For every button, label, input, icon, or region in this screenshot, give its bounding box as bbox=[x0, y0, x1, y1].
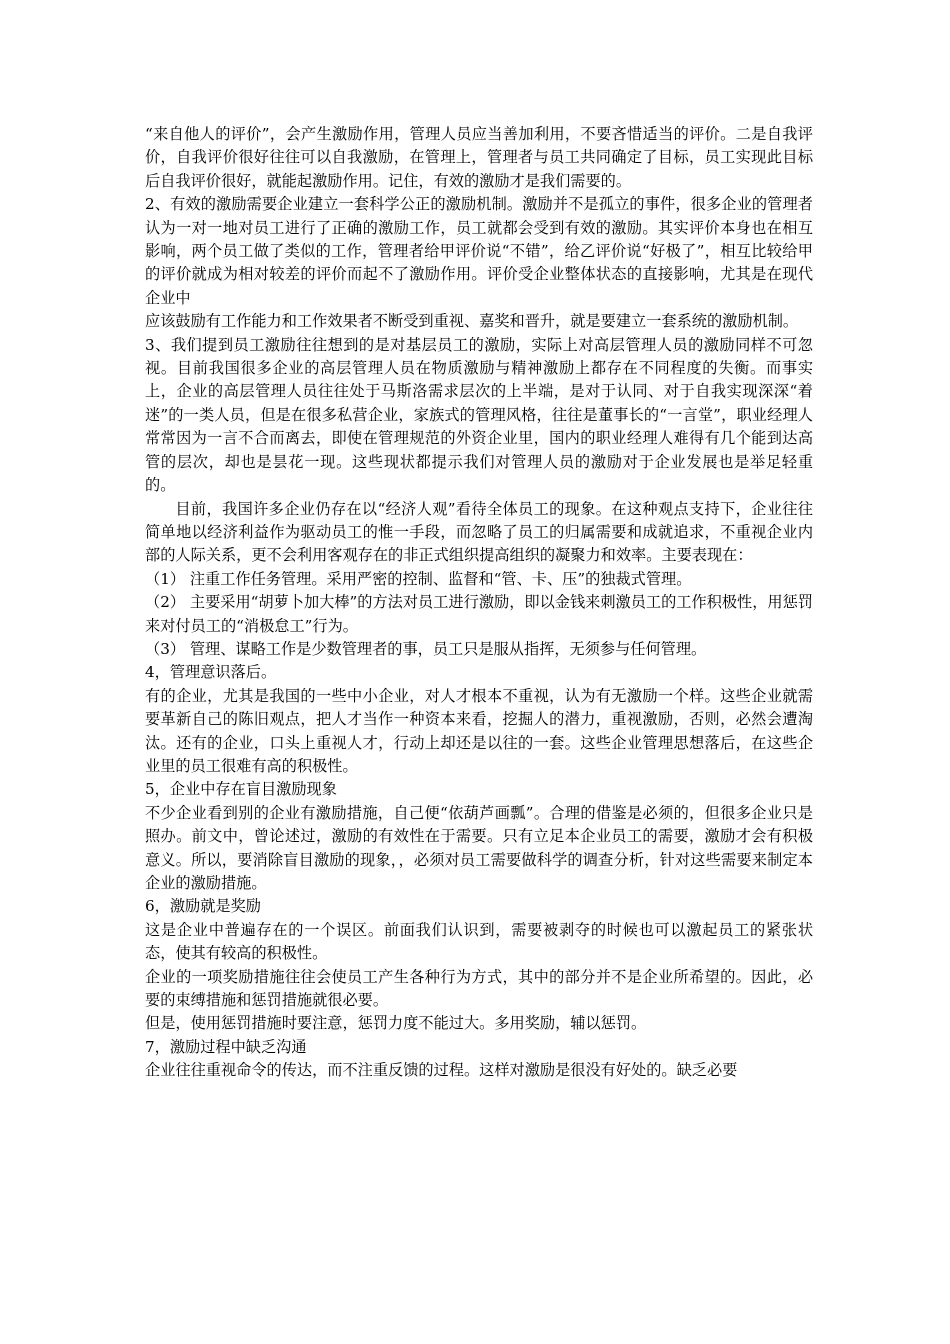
paragraph-small-enterprises: 有的企业，尤其是我国的一些中小企业，对人才根本不重视，认为有无激励一个样。这些企业就需要革新自己的陈旧观点，把人才当作一种资本来看，挖掘人的潜力，重视激励，否则，必然会遭淘汰。还有的企业，口头上重视人才，行动上却还是以往的一套。这些企业管理思想落后，在这些企业里的员工很难有高的积极性。 bbox=[145, 686, 813, 775]
list-item-2: （2） 主要采用“胡萝卜加大棒”的方法对员工进行激励，即以金钱来刺激员工的工作积极性，用惩罚来对付员工的“消极怠工”行为。 bbox=[145, 593, 813, 635]
paragraph-encourage-capable-staff: 应该鼓励有工作能力和工作效果者不断受到重视、嘉奖和晋升，就是要建立一套系统的激励机制。 bbox=[145, 312, 799, 331]
paragraph-point-3-senior-management: 3、我们提到员工激励往往想到的是对基层员工的激励，实际上对高层管理人员的激励同样不可忽视。目前我国很多企业的高层管理人员在物质激励与精神激励上都存在不同程度的失衡。而事实上，企业的高层管理人员往往处于马斯洛需求层次的上半端，是对于认同、对于自我实现深深“着迷”的一类人员，但是在很多私营企业，家族式的管理风格，往往是董事长的“一言堂”，职业经理人常常因为一言不合而离去，即使在管理规范的外资企业里，国内的职业经理人难得有几个能到达高管的层次，却也是昙花一现。这些现状都提示我们对管理人员的激励对于企业发展也是举足轻重的。 bbox=[145, 335, 813, 495]
heading-6-incentive-is-reward: 6，激励就是奖励 bbox=[145, 897, 261, 916]
paragraph-copying-incentives: 不少企业看到别的企业有激励措施，自己便“依葫芦画瓢”。合理的借鉴是必须的，但很多企业只是照办。前文中，曾论述过，激励的有效性在于需要。只有立足本企业员工的需要，激励才会有积极意义。所以，要消除盲目激励的现象，，必须对员工需要做科学的调查分析，针对这些需要来制定本企业的激励措施。 bbox=[145, 803, 813, 892]
paragraph-economic-man-view: 目前，我国许多企业仍存在以“经济人观”看待全体员工的现象。在这种观点支持下，企业往往简单地以经济利益作为驱动员工的惟一手段，而忽略了员工的归属需要和成就追求，不重视企业内部的人际关系，更不会利用客观存在的非正式组织提高组织的凝聚力和效率。主要表现在： bbox=[145, 499, 813, 565]
list-item-3: （3） 管理、谋略工作是少数管理者的事，员工只是服从指挥，无须参与任何管理。 bbox=[145, 639, 707, 658]
paragraph-feedback: 企业往往重视命令的传达，而不注重反馈的过程。这样对激励是很没有好处的。缺乏必要 bbox=[145, 1061, 738, 1080]
list-item-1: （1） 注重工作任务管理。采用严密的控制、监督和“管、卡、压”的独裁式管理。 bbox=[145, 569, 692, 588]
paragraph-reward-behaviors: 企业的一项奖励措施往往会使员工产生各种行为方式，其中的部分并不是企业所希望的。因此，必要的束缚措施和惩罚措施就很必要。 bbox=[145, 967, 813, 1010]
paragraph-point-2-incentive-mechanism: 2、有效的激励需要企业建立一套科学公正的激励机制。激励并不是孤立的事件，很多企业的管理者认为一对一地对员工进行了正确的激励工作，员工就都会受到有效的激励。其实评价本身也在相互影响，两个员工做了类似的工作，管理者给甲评价说“不错”，给乙评价说“好极了”，相互比较给甲的评价就成为相对较差的评价而起不了激励作用。评价受企业整体状态的直接影响，尤其是在现代企业中 bbox=[145, 195, 813, 307]
paragraph-external-evaluation: “来自他人的评价”，会产生激励作用，管理人员应当善加利用，不要吝惜适当的评价。二是自我评价，自我评价很好往往可以自我激励，在管理上，管理者与员工共同确定了目标，员工实现此目标后自我评价很好，就能起激励作用。记住，有效的激励才是我们需要的。 bbox=[145, 125, 813, 190]
paragraph-misconception: 这是企业中普遍存在的一个误区。前面我们认识到，需要被剥夺的时候也可以激起员工的紧张状态，使其有较高的积极性。 bbox=[145, 920, 813, 963]
heading-4-outdated-awareness: 4，管理意识落后。 bbox=[145, 663, 277, 682]
document-body bbox=[145, 123, 813, 1083]
paragraph-punishment-caution: 但是，使用惩罚措施时要注意，惩罚力度不能过大。多用奖励，辅以惩罚。 bbox=[145, 1014, 647, 1033]
heading-5-blind-incentives: 5，企业中存在盲目激励现象 bbox=[145, 780, 337, 799]
heading-7-lack-of-communication: 7，激励过程中缺乏沟通 bbox=[145, 1037, 307, 1056]
